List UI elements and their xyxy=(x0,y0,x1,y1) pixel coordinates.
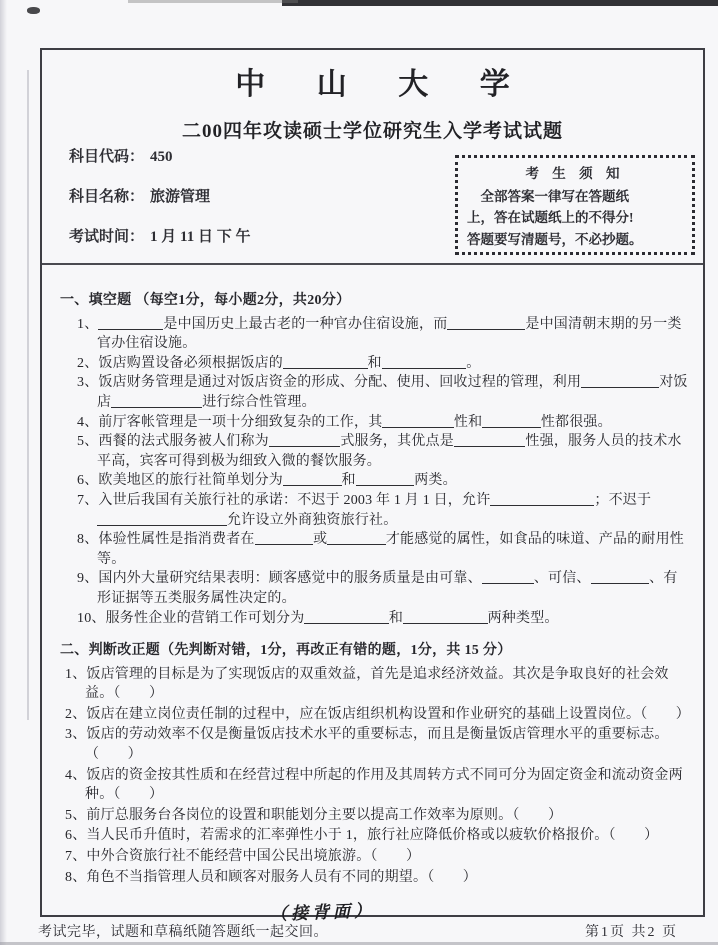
exam-sheet-border xyxy=(40,48,705,925)
exam-meta xyxy=(69,145,250,265)
blank-line xyxy=(304,611,389,624)
notice-line: 上，答在试题纸上的不得分! xyxy=(467,210,634,226)
subject-code-row xyxy=(69,145,250,163)
question-item: 6、当人民币升值时，若需求的汇率弹性小于 1，旅行社应降低价格或以疲软价格报价。（ ） xyxy=(65,828,659,844)
notice-line: 全部答案一律写在答题纸 xyxy=(480,188,629,204)
blank-line xyxy=(255,532,314,545)
subject-code-label: 科目代码： xyxy=(69,149,145,165)
sections-container xyxy=(60,291,689,887)
blank-line xyxy=(403,611,488,624)
blank-line xyxy=(269,434,341,447)
question-item: 4、饭店的资金按其性质和在经营过程中所起的作用及其周转方式不同可分为固定资金和流动资金两种。（ ） xyxy=(65,767,683,803)
blank-line xyxy=(283,473,342,486)
subject-name-value: 旅游管理 xyxy=(150,189,211,205)
question-item: 6、欧美地区的旅行社简单划分为 和 两类。 xyxy=(77,473,457,489)
question-item: 5、西餐的法式服务被人们称为 式服务，其优点是 性强，服务人员的技术水平高，宾客可得到极为细致入微的餐饮服务。 xyxy=(77,434,682,469)
subject-code-value: 450 xyxy=(150,149,173,165)
scan-artifact-left-edge xyxy=(0,0,7,945)
candidate-notice-box xyxy=(455,155,695,255)
blank-line xyxy=(98,317,163,330)
section-2 xyxy=(60,641,689,887)
question-item: 4、前厅客帐管理是一项十分细致复杂的工作，其 性和 性都很强。 xyxy=(77,414,612,430)
question-item: 2、饭店购置设备必须根据饭店的 和 。 xyxy=(77,355,481,371)
subject-name-row xyxy=(69,185,250,203)
blank-line xyxy=(490,493,594,506)
scan-artifact-blob xyxy=(27,7,40,14)
handwritten-continued-note: （接背面） xyxy=(269,901,376,925)
question-item: 5、前厅总服务台各岗位的设置和职能划分主要以提高工作效率为原则。（ ） xyxy=(65,807,563,823)
scan-artifact-top-thin xyxy=(128,0,298,3)
blank-line xyxy=(581,375,659,388)
exam-header xyxy=(42,50,703,265)
question-item: 3、饭店财务管理是通过对饭店资金的形成、分配、使用、回收过程的管理，利用 对饭店 进行综合性管理。 xyxy=(77,375,688,410)
question-item: 7、入世后我国有关旅行社的承诺：不迟于 2003 年 1 月 1 日，允许 ；不迟于允许设立外商独资旅行社。 xyxy=(77,492,652,528)
blank-line xyxy=(454,434,526,447)
blank-line xyxy=(382,415,454,428)
scan-artifact-top-band xyxy=(282,0,718,6)
question-item: 1、饭店管理的目标是为了实现饭店的双重效益，首先是追求经济效益。其次是争取良好的社会效益。（ ） xyxy=(65,666,669,702)
blank-line xyxy=(111,395,202,408)
question-item: 10、服务性企业的营销工作可划分为 和 两种类型。 xyxy=(77,610,559,626)
section-heading: 二、判断改正题（先判断对错，1分，再改正有错的题，1分，共 15 分） xyxy=(60,643,512,659)
footer-instruction: 考试完毕，试题和草稿纸随答题纸一起交回。 xyxy=(38,925,328,940)
blank-line xyxy=(591,571,650,584)
blank-line xyxy=(482,415,541,428)
page-footer xyxy=(38,921,690,941)
exam-time-value: 1 月 11 日 下 午 xyxy=(150,229,251,245)
notice-line: 答题要写清题号，不必抄题。 xyxy=(467,231,643,247)
blank-line xyxy=(482,571,534,584)
blank-line xyxy=(447,317,525,330)
exam-time-label: 考试时间： xyxy=(69,229,145,245)
scan-artifact-fold-line xyxy=(27,70,29,720)
question-item: 3、饭店的劳动效率不仅是衡量饭店技术水平的重要标志，而且是衡量饭店管理水平的重要标志。（ ） xyxy=(65,727,669,763)
blank-line xyxy=(356,473,415,486)
blank-line xyxy=(327,532,386,545)
question-item: 2、饭店在建立岗位责任制的过程中，应在饭店组织机构设置和作业研究的基础上设置岗位。（ ） xyxy=(65,706,690,722)
question-item: 7、中外合资旅行社不能经营中国公民出境旅游。（ ） xyxy=(65,849,421,865)
question-item: 8、体验性属性是指消费者在 或 才能感觉的属性，如食品的味道、产品的耐用性等。 xyxy=(77,532,685,567)
blank-line xyxy=(97,513,227,526)
page-number: 第1页 共2 页 xyxy=(585,925,678,940)
section-heading: 一、填空题 （每空1分，每小题2分，共20分） xyxy=(60,293,351,308)
question-item: 8、角色不当指管理人员和顾客对服务人员有不同的期望。（ ） xyxy=(65,869,477,885)
subject-name-label: 科目名称： xyxy=(69,189,145,205)
exam-title: 二00四年攻读硕士学位研究生入学考试试题 xyxy=(181,121,563,142)
question-item: 9、国内外大量研究结果表明：顾客感觉中的服务质量是由可靠、 、可信、 、有形证据等五类服务属性决定的。 xyxy=(77,571,678,606)
exam-time-row xyxy=(69,225,250,243)
section-1 xyxy=(60,291,689,628)
question-body xyxy=(42,265,703,925)
blank-line xyxy=(283,356,368,369)
university-name: 中 山 大 学 xyxy=(235,68,532,101)
blank-line xyxy=(382,356,467,369)
question-item: 1、 是中国历史上最古老的一种官办住宿设施，而 是中国清朝末期的另一类官办住宿设施。 xyxy=(77,316,682,352)
notice-title: 考 生 须 知 xyxy=(525,166,625,181)
